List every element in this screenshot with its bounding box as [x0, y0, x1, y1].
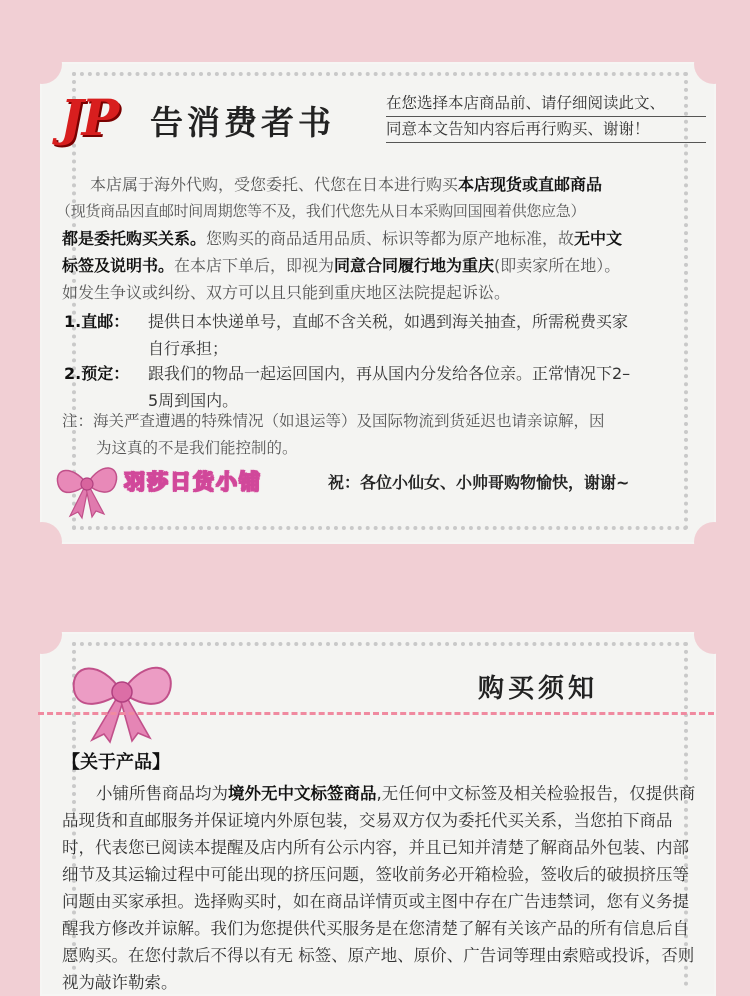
- notice-line-3: [62, 226, 702, 253]
- purchase-title: 购买须知: [478, 674, 599, 704]
- p1-text-a: 本店属于海外代购，受您委托、代您在日本进行购买: [90, 175, 459, 194]
- purchase-paragraph: [62, 780, 702, 996]
- para-text-c: ,无任何中文标签及相关检验报告，仅提供商品现货和直邮服务并保证境内外原包装，交易双方仅为委托代买关系，当您拍下商品时，代表您已阅读本提醒及店内所有公示内容，并且已知并清楚了解商品外包装、内部细节及其运输过程中可能出现的挤压问题，签收前务必开箱检验，签收后的破损挤压等问题由买家承担。选择购买时，如在商品详情页或主图中存在广告违禁词，您有义务提醒我方修改并谅解。我们为您提供代买服务是在您清楚了解有关该产品的所有信息后自愿购买。在您付款后不得以有无 标签、原产地、原价、广告词等理由索赔或投诉，否则视为敲诈勒索。: [62, 784, 696, 992]
- greeting-text: 祝：各位小仙女、小帅哥购物愉快，谢谢~: [328, 473, 630, 492]
- jp-logo: JP: [60, 88, 118, 147]
- p1-text-d: 都是委托购买关系。: [62, 229, 207, 248]
- notice-line-2: [56, 198, 716, 225]
- notice-intro: [386, 91, 706, 143]
- notice-line-1: [90, 172, 710, 199]
- p1-text-f: 无中文: [574, 229, 623, 248]
- large-bow-icon: [66, 652, 178, 744]
- item2-line-2: 5周到国内。: [148, 391, 239, 410]
- p1-text-g: 标签及说明书。: [62, 256, 175, 275]
- p1-text-b: 本店现货或直邮商品: [458, 175, 603, 194]
- notice-line-5: [62, 280, 702, 307]
- item2-label: 2.预定：: [64, 364, 130, 383]
- about-heading: 【关于产品】: [62, 752, 170, 773]
- item1-label: 1.直邮：: [64, 312, 130, 331]
- intro-line-2: 同意本文告知内容后再行购买、谢谢！: [386, 117, 706, 143]
- note-line-1: 注：海关严查遭遇的特殊情况（如退运等）及国际物流到货延迟也请亲谅解，因: [62, 412, 605, 430]
- notice-title: 告消费者书: [150, 103, 335, 142]
- notice-note: [62, 408, 712, 461]
- p1-text-i: 同意合同履行地为重庆: [334, 256, 495, 275]
- notice-line-4: [62, 253, 712, 280]
- p1-text-k: 如发生争议或纠纷、双方可以且只能到重庆地区法院提起诉讼。: [62, 283, 511, 302]
- p1-text-c: （现货商品因直邮时间周期您等不及，我们代您先从日本采购回国囤着供您应急）: [56, 202, 586, 220]
- para-text-b: 境外无中文标签商品: [228, 784, 377, 803]
- dashed-divider: [38, 712, 714, 715]
- note-line-2: 为这真的不是我们能控制的。: [96, 438, 298, 457]
- small-bow-icon: [52, 454, 122, 520]
- p1-text-j: (即卖家所在地）。: [494, 256, 621, 275]
- item1-line-1: 提供日本快递单号，直邮不含关税，如遇到海关抽查，所需税费买家: [148, 312, 629, 331]
- item2-line-1: 跟我们的物品一起运回国内，再从国内分发给各位亲。正常情况下2–: [148, 364, 631, 383]
- intro-line-1: 在您选择本店商品前、请仔细阅读此文、: [386, 91, 706, 117]
- shop-name: 羽莎日货小铺: [124, 470, 262, 494]
- p1-text-e: 您购买的商品适用品质、标识等都为原产地标准，故: [206, 229, 575, 248]
- para-text-a: 小铺所售商品均为: [96, 784, 228, 803]
- item1-line-2: 自行承担；: [148, 339, 229, 358]
- p1-text-h: 在本店下单后，即视为: [174, 256, 335, 275]
